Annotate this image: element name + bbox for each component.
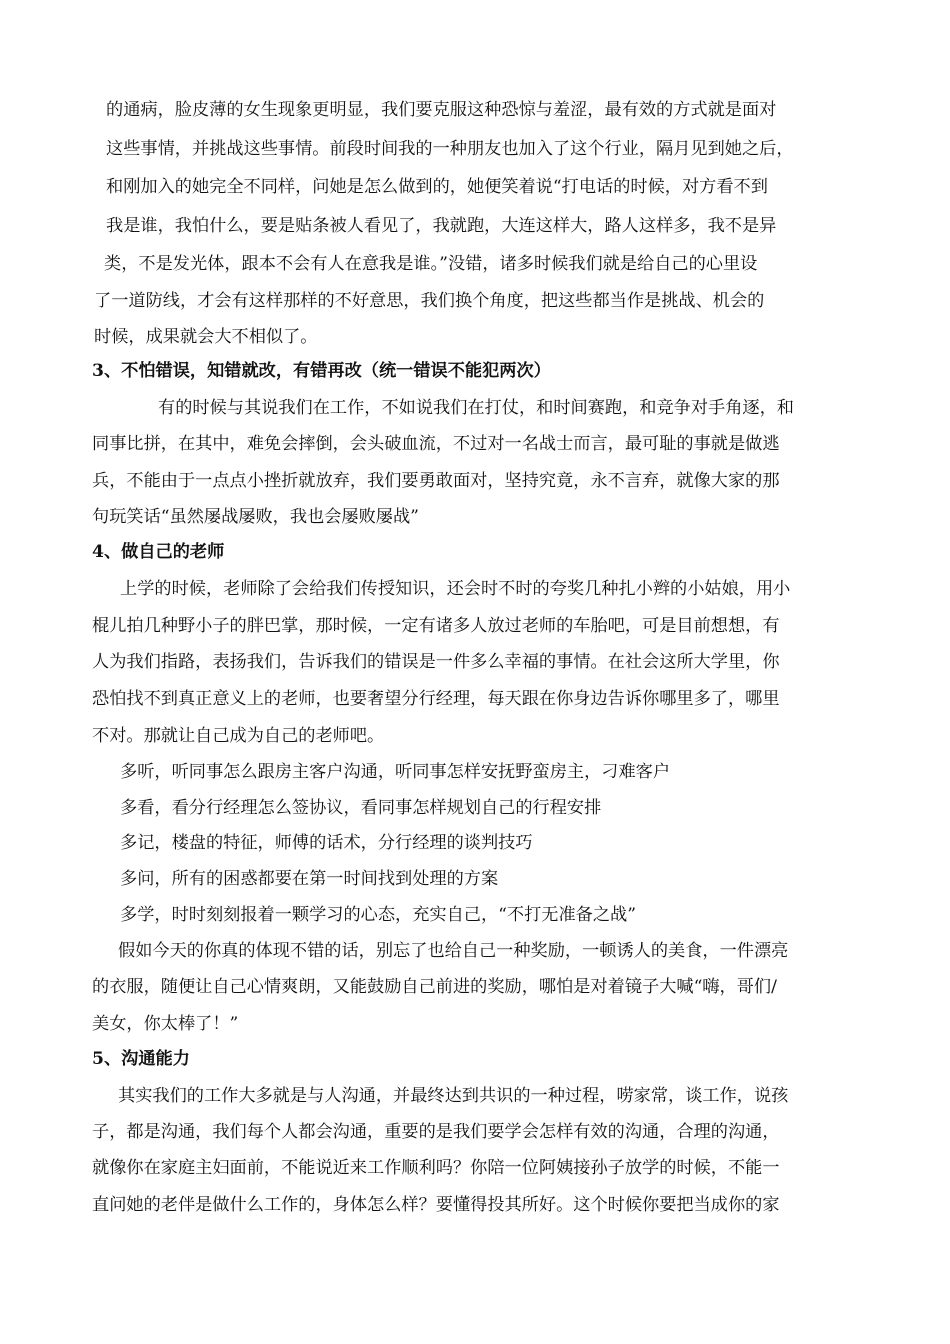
paragraph-line: 就像你在家庭主妇面前，不能说近来工作顺利吗？你陪一位阿姨接孙子放学的时候，不能一 xyxy=(92,1158,780,1178)
paragraph-line: 我是谁，我怕什么，要是贴条被人看见了，我就跑，大连这样大，路人这样多，我不是异 xyxy=(106,216,777,236)
paragraph-line: 美女，你太棒了！” xyxy=(92,1014,239,1034)
paragraph-line: 这些事情，并挑战这些事情。前段时间我的一种朋友也加入了这个行业，隔月见到她之后， xyxy=(106,139,794,159)
paragraph-line: 有的时候与其说我们在工作，不如说我们在打仗，和时间赛跑，和竞争对手角逐，和 xyxy=(158,398,794,418)
paragraph-line: 子，都是沟通，我们每个人都会沟通，重要的是我们要学会怎样有效的沟通，合理的沟通， xyxy=(92,1122,780,1142)
paragraph-line: 棍儿拍几种野小子的胖巴掌，那时候，一定有诸多人放过老师的车胎吧，可是目前想想，有 xyxy=(92,616,780,636)
list-item: 多问，所有的困惑都要在第一时间找到处理的方案 xyxy=(120,869,499,889)
paragraph-line: 其实我们的工作大多就是与人沟通，并最终达到共识的一种过程，唠家常，谈工作，说孩 xyxy=(118,1086,789,1106)
list-item: 多听，听同事怎么跟房主客户沟通，听同事怎样安抚野蛮房主，刁难客户 xyxy=(120,762,671,782)
paragraph-line: 上学的时候，老师除了会给我们传授知识，还会时不时的夸奖几种扎小辫的小姑娘，用小 xyxy=(120,579,791,599)
paragraph-line: 的通病，脸皮薄的女生现象更明显，我们要克服这种恐惊与羞涩，最有效的方式就是面对 xyxy=(106,100,777,120)
paragraph-line: 人为我们指路，表扬我们，告诉我们的错误是一件多么幸福的事情。在社会这所大学里，你 xyxy=(92,652,780,672)
paragraph-line: 的衣服，随便让自己心情爽朗，又能鼓励自己前进的奖励，哪怕是对着镜子大喊“嗨，哥们/ xyxy=(92,977,777,997)
section-heading: 3、不怕错误，知错就改，有错再改（统一错误不能犯两次） xyxy=(92,361,551,381)
paragraph-line: 类，不是发光体，跟本不会有人在意我是谁。”没错，诸多时候我们就是给自己的心里设 xyxy=(104,254,758,274)
paragraph-line: 句玩笑话“虽然屡战屡败，我也会屡败屡战” xyxy=(92,507,419,527)
paragraph-line: 不对。那就让自己成为自己的老师吧。 xyxy=(92,726,385,746)
list-item: 多记，楼盘的特征，师傅的话术，分行经理的谈判技巧 xyxy=(120,833,533,853)
paragraph-line: 假如今天的你真的体现不错的话，别忘了也给自己一种奖励，一顿诱人的美食，一件漂亮 xyxy=(118,941,789,961)
list-item: 多看，看分行经理怎么签协议，看同事怎样规划自己的行程安排 xyxy=(120,798,602,818)
paragraph-line: 时候，成果就会大不相似了。 xyxy=(94,327,318,347)
paragraph-line: 兵，不能由于一点点小挫折就放弃，我们要勇敢面对，坚持究竟，永不言弃，就像大家的那 xyxy=(92,471,780,491)
paragraph-line: 了一道防线，才会有这样那样的不好意思，我们换个角度，把这些都当作是挑战、机会的 xyxy=(94,291,765,311)
section-heading: 4、做自己的老师 xyxy=(92,542,225,562)
paragraph-line: 直问她的老伴是做什么工作的，身体怎么样？要懂得投其所好。这个时候你要把当成你的家 xyxy=(92,1195,780,1215)
paragraph-line: 恐怕找不到真正意义上的老师，也要奢望分行经理，每天跟在你身边告诉你哪里多了，哪里 xyxy=(92,689,780,709)
paragraph-line: 和刚加入的她完全不同样，问她是怎么做到的，她便笑着说“打电话的时候，对方看不到 xyxy=(106,177,768,197)
section-heading: 5、沟通能力 xyxy=(92,1049,190,1069)
paragraph-line: 同事比拼，在其中，难免会摔倒，会头破血流，不过对一名战士而言，最可耻的事就是做逃 xyxy=(92,434,780,454)
list-item: 多学，时时刻刻报着一颗学习的心态，充实自己，“不打无准备之战” xyxy=(120,905,637,925)
